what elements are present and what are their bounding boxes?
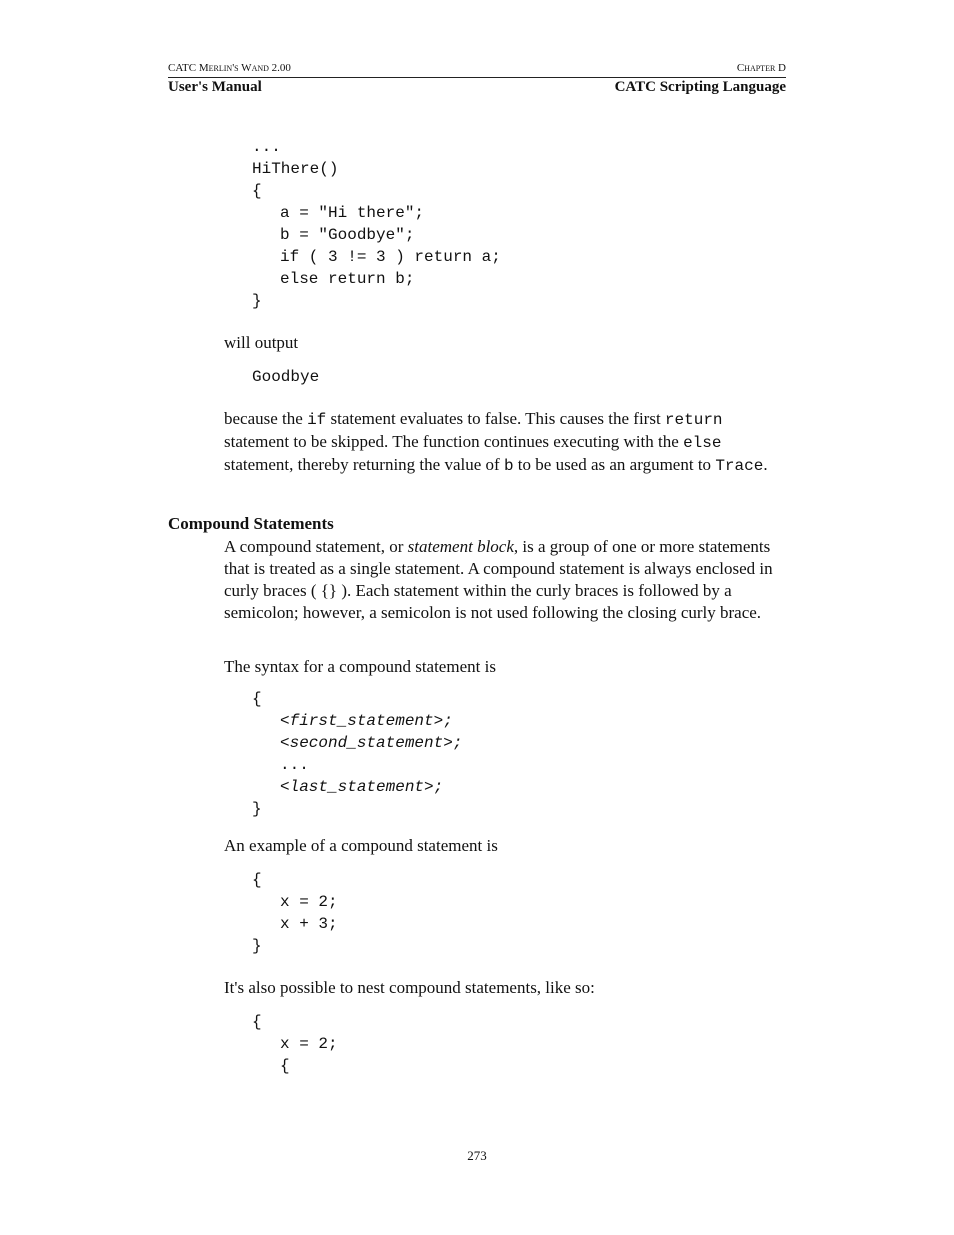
inline-code: b (503, 457, 514, 475)
code-line: } (252, 800, 262, 818)
code-line: if ( 3 != 3 ) return a; (280, 248, 501, 266)
code-block-nested (252, 1011, 338, 1077)
code-line: ... (280, 756, 309, 774)
code-line: { (252, 690, 262, 708)
code-output: Goodbye (252, 368, 320, 386)
code-line (252, 732, 462, 754)
paragraph-nest-intro: It's also possible to nest compound statements, like so: (224, 978, 595, 997)
paragraph-will-output: will output (224, 333, 299, 352)
running-header-top (168, 62, 786, 78)
code-line: { (252, 871, 262, 889)
code-line: x + 3; (280, 915, 338, 933)
code-line: HiThere() (252, 160, 339, 178)
code-line: } (252, 292, 262, 310)
text-run: statement to be skipped. The function continues executing with the (224, 432, 684, 451)
page-number: 273 (467, 1148, 487, 1163)
paragraph-compound-definition (224, 536, 786, 624)
placeholder-text: <last_statement>; (280, 778, 444, 796)
code-block-hithere (252, 136, 501, 312)
code-line: b = "Goodbye"; (280, 226, 415, 244)
code-line: x = 2; (280, 1035, 338, 1053)
inline-code: else (683, 434, 722, 452)
header-chapter: Chapter D (736, 62, 786, 74)
code-line: a = "Hi there"; (280, 204, 425, 222)
code-line: } (252, 937, 262, 955)
inline-code: if (307, 411, 327, 429)
header-product: CATC Merlin's Wand 2.00 (168, 62, 291, 74)
code-line: { (252, 1013, 262, 1031)
code-line (252, 710, 462, 732)
emphasis-text: statement block (407, 537, 514, 556)
code-line (252, 776, 462, 798)
inline-code: Trace (715, 457, 764, 475)
paragraph-because (224, 408, 786, 477)
text-run: because the (224, 409, 308, 428)
code-line: { (280, 1057, 290, 1075)
placeholder-text: <second_statement>; (280, 734, 463, 752)
code-line: x = 2; (280, 893, 338, 911)
header-manual: User's Manual (168, 79, 262, 95)
placeholder-text: <first_statement>; (280, 712, 453, 730)
text-run: to be used as an argument to (513, 455, 716, 474)
code-block-syntax (252, 688, 462, 820)
code-line: else return b; (280, 270, 415, 288)
text-run: . (763, 455, 768, 474)
code-block-example (252, 869, 338, 957)
text-run: statement, thereby returning the value of (224, 455, 504, 474)
header-section: CATC Scripting Language (614, 79, 786, 95)
section-heading: Compound Statements (168, 514, 334, 533)
text-run: A compound statement, or (224, 537, 408, 556)
text-run: statement evaluates to false. This causes the first (326, 409, 665, 428)
text-run: , is a group of one or more statements that is treated as a single statement. A compound statement is always enclosed in curly braces ( {} ). Each statement within the curly braces is followed by a semicolon; however, a semicolon is not used following the closing curly brace. (224, 537, 773, 622)
paragraph-syntax-intro: The syntax for a compound statement is (224, 657, 496, 676)
paragraph-example-intro: An example of a compound statement is (224, 836, 498, 855)
code-line: { (252, 182, 262, 200)
code-line: ... (252, 138, 281, 156)
inline-code: return (664, 411, 723, 429)
